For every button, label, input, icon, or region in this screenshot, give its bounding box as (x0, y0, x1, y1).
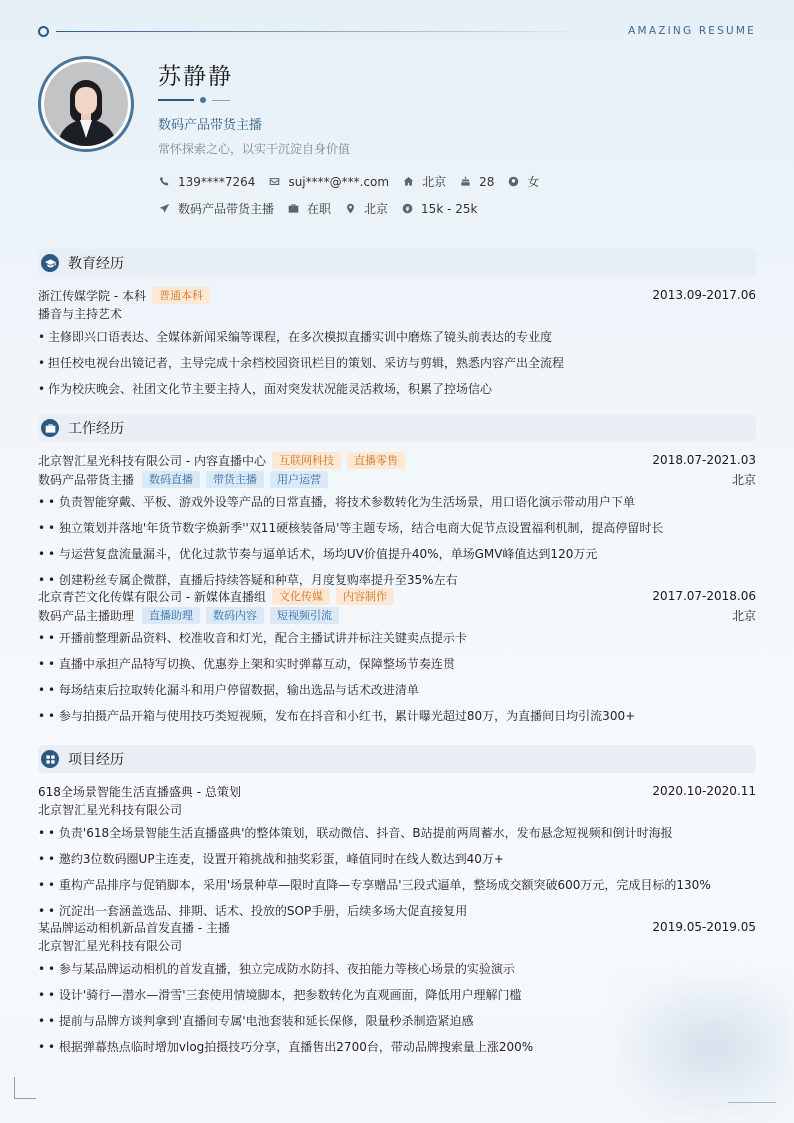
list-item: • • 创建粉丝专属企微群，直播后持续答疑和种草，月度复购率提升至35%左右 (38, 567, 756, 593)
grid-icon (41, 750, 59, 768)
section-header (38, 414, 756, 442)
target-city-item (344, 200, 388, 217)
salary-value: 15k - 25k (421, 201, 478, 216)
job-location: 北京 (731, 608, 756, 623)
position-title: 数码产品主播助理 (38, 608, 135, 623)
major: 播音与主持艺术 (38, 307, 123, 321)
education-date: 2013.09-2017.06 (652, 288, 756, 302)
list-item: • • 提前与品牌方谈判拿到'直播间专属'电池套装和延长保修，限量秒杀制造紧迫感 (38, 1008, 756, 1034)
project-company: 北京智汇星光科技有限公司 (38, 939, 183, 953)
avatar (38, 56, 134, 152)
list-item: • • 设计'骑行—潜水—滑雪'三套使用情境脚本，把参数转化为直观画面，降低用户理解门槛 (38, 982, 756, 1008)
industry-tag: 内容制作 (336, 588, 394, 605)
company-name: 北京青芒文化传媒有限公司 - 新媒体直播组 (38, 589, 266, 604)
contact-row (158, 173, 552, 190)
send-icon (158, 203, 170, 215)
skill-tag: 带货主播 (206, 471, 264, 488)
section-title: 项目经历 (68, 752, 124, 768)
briefcase-icon (41, 419, 59, 437)
target-job-item (158, 200, 274, 217)
education-section (38, 249, 756, 402)
list-item: • • 参与某品牌运动相机的首发直播，独立完成防水防抖、夜拍能力等核心场景的实验演示 (38, 956, 756, 982)
skill-tag: 用户运营 (270, 471, 328, 488)
gender-value: 女 (527, 175, 540, 189)
list-item: • 担任校电视台出镜记者，主导完成十余档校园资讯栏目的策划、采访与剪辑，熟悉内容产出全流程 (38, 350, 756, 376)
job-location: 北京 (731, 472, 756, 487)
decorative-blob (614, 972, 794, 1123)
briefcase-icon (287, 203, 299, 215)
phone-value: 139****7264 (178, 174, 256, 189)
industry-tag: 互联网科技 (272, 452, 341, 469)
location-pin-icon (344, 203, 356, 215)
industry-tag: 直播零售 (347, 452, 405, 469)
project-name: 618全场景智能生活直播盛典 - 总策划 (38, 784, 241, 799)
phone-icon (158, 176, 170, 188)
name-decoration (158, 96, 238, 104)
industry-tag: 文化传媒 (272, 588, 330, 605)
job-date: 2017.07-2018.06 (652, 589, 756, 603)
salary-item (401, 202, 477, 216)
corner-decoration (728, 1102, 776, 1103)
candidate-motto: 常怀探索之心，以实干沉淀自身价值 (158, 142, 351, 156)
work-section (38, 414, 756, 729)
email-item (268, 175, 389, 189)
list-item: • • 邀约3位数码圈UP主连麦，设置开箱挑战和抽奖彩蛋，峰值同时在线人数达到40万+ (38, 846, 756, 872)
list-item: • • 直播中承担产品特写切换、优惠券上架和实时弹幕互动，保障整场节奏连贯 (38, 651, 756, 677)
list-item: • 主修即兴口语表达、全媒体新闻采编等课程，在多次模拟直播实训中磨炼了镜头前表达的专业度 (38, 324, 756, 350)
school-name: 浙江传媒学院 - 本科 (38, 288, 146, 303)
gender-item (507, 173, 539, 190)
list-item: • • 独立策划并落地'年货节数字焕新季''双11硬核装备局'等主题专场，结合电商大促节点设置福利机制，提高停留时长 (38, 515, 756, 541)
target-city-value: 北京 (364, 202, 389, 216)
section-header (38, 249, 756, 277)
list-item: • • 与运营复盘流量漏斗，优化过款节奏与逼单话术，场均UV价值提升40%，单场GMV峰值达到120万元 (38, 541, 756, 567)
skill-tag: 短视频引流 (270, 607, 339, 624)
list-item: • • 参与拍摄产品开箱与使用技巧类短视频，发布在抖音和小红书，累计曝光超过80万，为直播间日均引流300+ (38, 703, 756, 729)
gender-icon (507, 176, 519, 188)
project-date: 2019.05-2019.05 (652, 920, 756, 934)
position-title: 数码产品带货主播 (38, 472, 135, 487)
avatar-photo (44, 62, 128, 146)
status-value: 在职 (307, 202, 332, 216)
skill-tag: 直播助理 (142, 607, 200, 624)
job-intent-row (158, 200, 490, 217)
list-item: • 作为校庆晚会、社团文化节主要主持人，面对突发状况能灵活救场，积累了控场信心 (38, 376, 756, 402)
phone-item (158, 175, 255, 189)
education-entry (38, 285, 756, 402)
brand-label: AMAZING RESUME (628, 25, 756, 37)
job-entry (38, 450, 756, 593)
coin-icon (401, 203, 413, 215)
section-title: 工作经历 (68, 421, 124, 437)
section-title: 教育经历 (68, 256, 124, 272)
list-item: • • 沉淀出一套涵盖选品、排期、话术、投放的SOP手册，后续多场大促直接复用 (38, 898, 756, 924)
top-bar (38, 26, 756, 38)
circle-icon (38, 26, 49, 37)
skill-tag: 数码内容 (206, 607, 264, 624)
project-entry (38, 781, 756, 924)
project-company: 北京智汇星光科技有限公司 (38, 803, 183, 817)
candidate-role: 数码产品带货主播 (158, 118, 263, 133)
age-value: 28 (479, 174, 495, 189)
city-value: 北京 (422, 175, 447, 189)
list-item: • • 开播前整理新品资料、校准收音和灯光，配合主播试讲并标注关键卖点提示卡 (38, 625, 756, 651)
mail-icon (268, 176, 280, 188)
list-item: • • 每场结束后拉取转化漏斗和用户停留数据，输出选品与话术改进清单 (38, 677, 756, 703)
list-item: • • 重构产品排序与促销脚本，采用'场景种草—限时直降—专享赠品'三段式逼单，整场成交额突破600万元，完成目标的130% (38, 872, 756, 898)
home-icon (402, 176, 414, 188)
company-name: 北京智汇星光科技有限公司 - 内容直播中心 (38, 453, 266, 468)
cake-icon (459, 176, 471, 188)
corner-decoration (14, 1077, 36, 1099)
skill-tag: 数码直播 (142, 471, 200, 488)
city-item (402, 173, 446, 190)
project-name: 某品牌运动相机新品首发直播 - 主播 (38, 920, 230, 935)
candidate-name: 苏静静 (158, 64, 233, 90)
job-entry (38, 586, 756, 729)
status-item (287, 200, 331, 217)
age-item (459, 175, 494, 189)
email-value: suj****@***.com (288, 174, 390, 189)
list-item: • • 负责智能穿戴、平板、游戏外设等产品的日常直播，将技术参数转化为生活场景，用口语化演示带动用户下单 (38, 489, 756, 515)
project-date: 2020.10-2020.11 (652, 784, 756, 798)
list-item: • • 根据弹幕热点临时增加vlog拍摄技巧分享，直播售出2700台，带动品牌搜索量上涨200% (38, 1034, 756, 1060)
section-header (38, 745, 756, 773)
job-date: 2018.07-2021.03 (652, 453, 756, 467)
list-item: • • 负责'618全场景智能生活直播盛典'的整体策划，联动微信、抖音、B站提前两周蓄水，发布悬念短视频和倒计时海报 (38, 820, 756, 846)
top-divider (56, 31, 566, 32)
degree-tag: 普通本科 (152, 287, 210, 304)
graduation-cap-icon (41, 254, 59, 272)
target-job-value: 数码产品带货主播 (178, 202, 275, 216)
